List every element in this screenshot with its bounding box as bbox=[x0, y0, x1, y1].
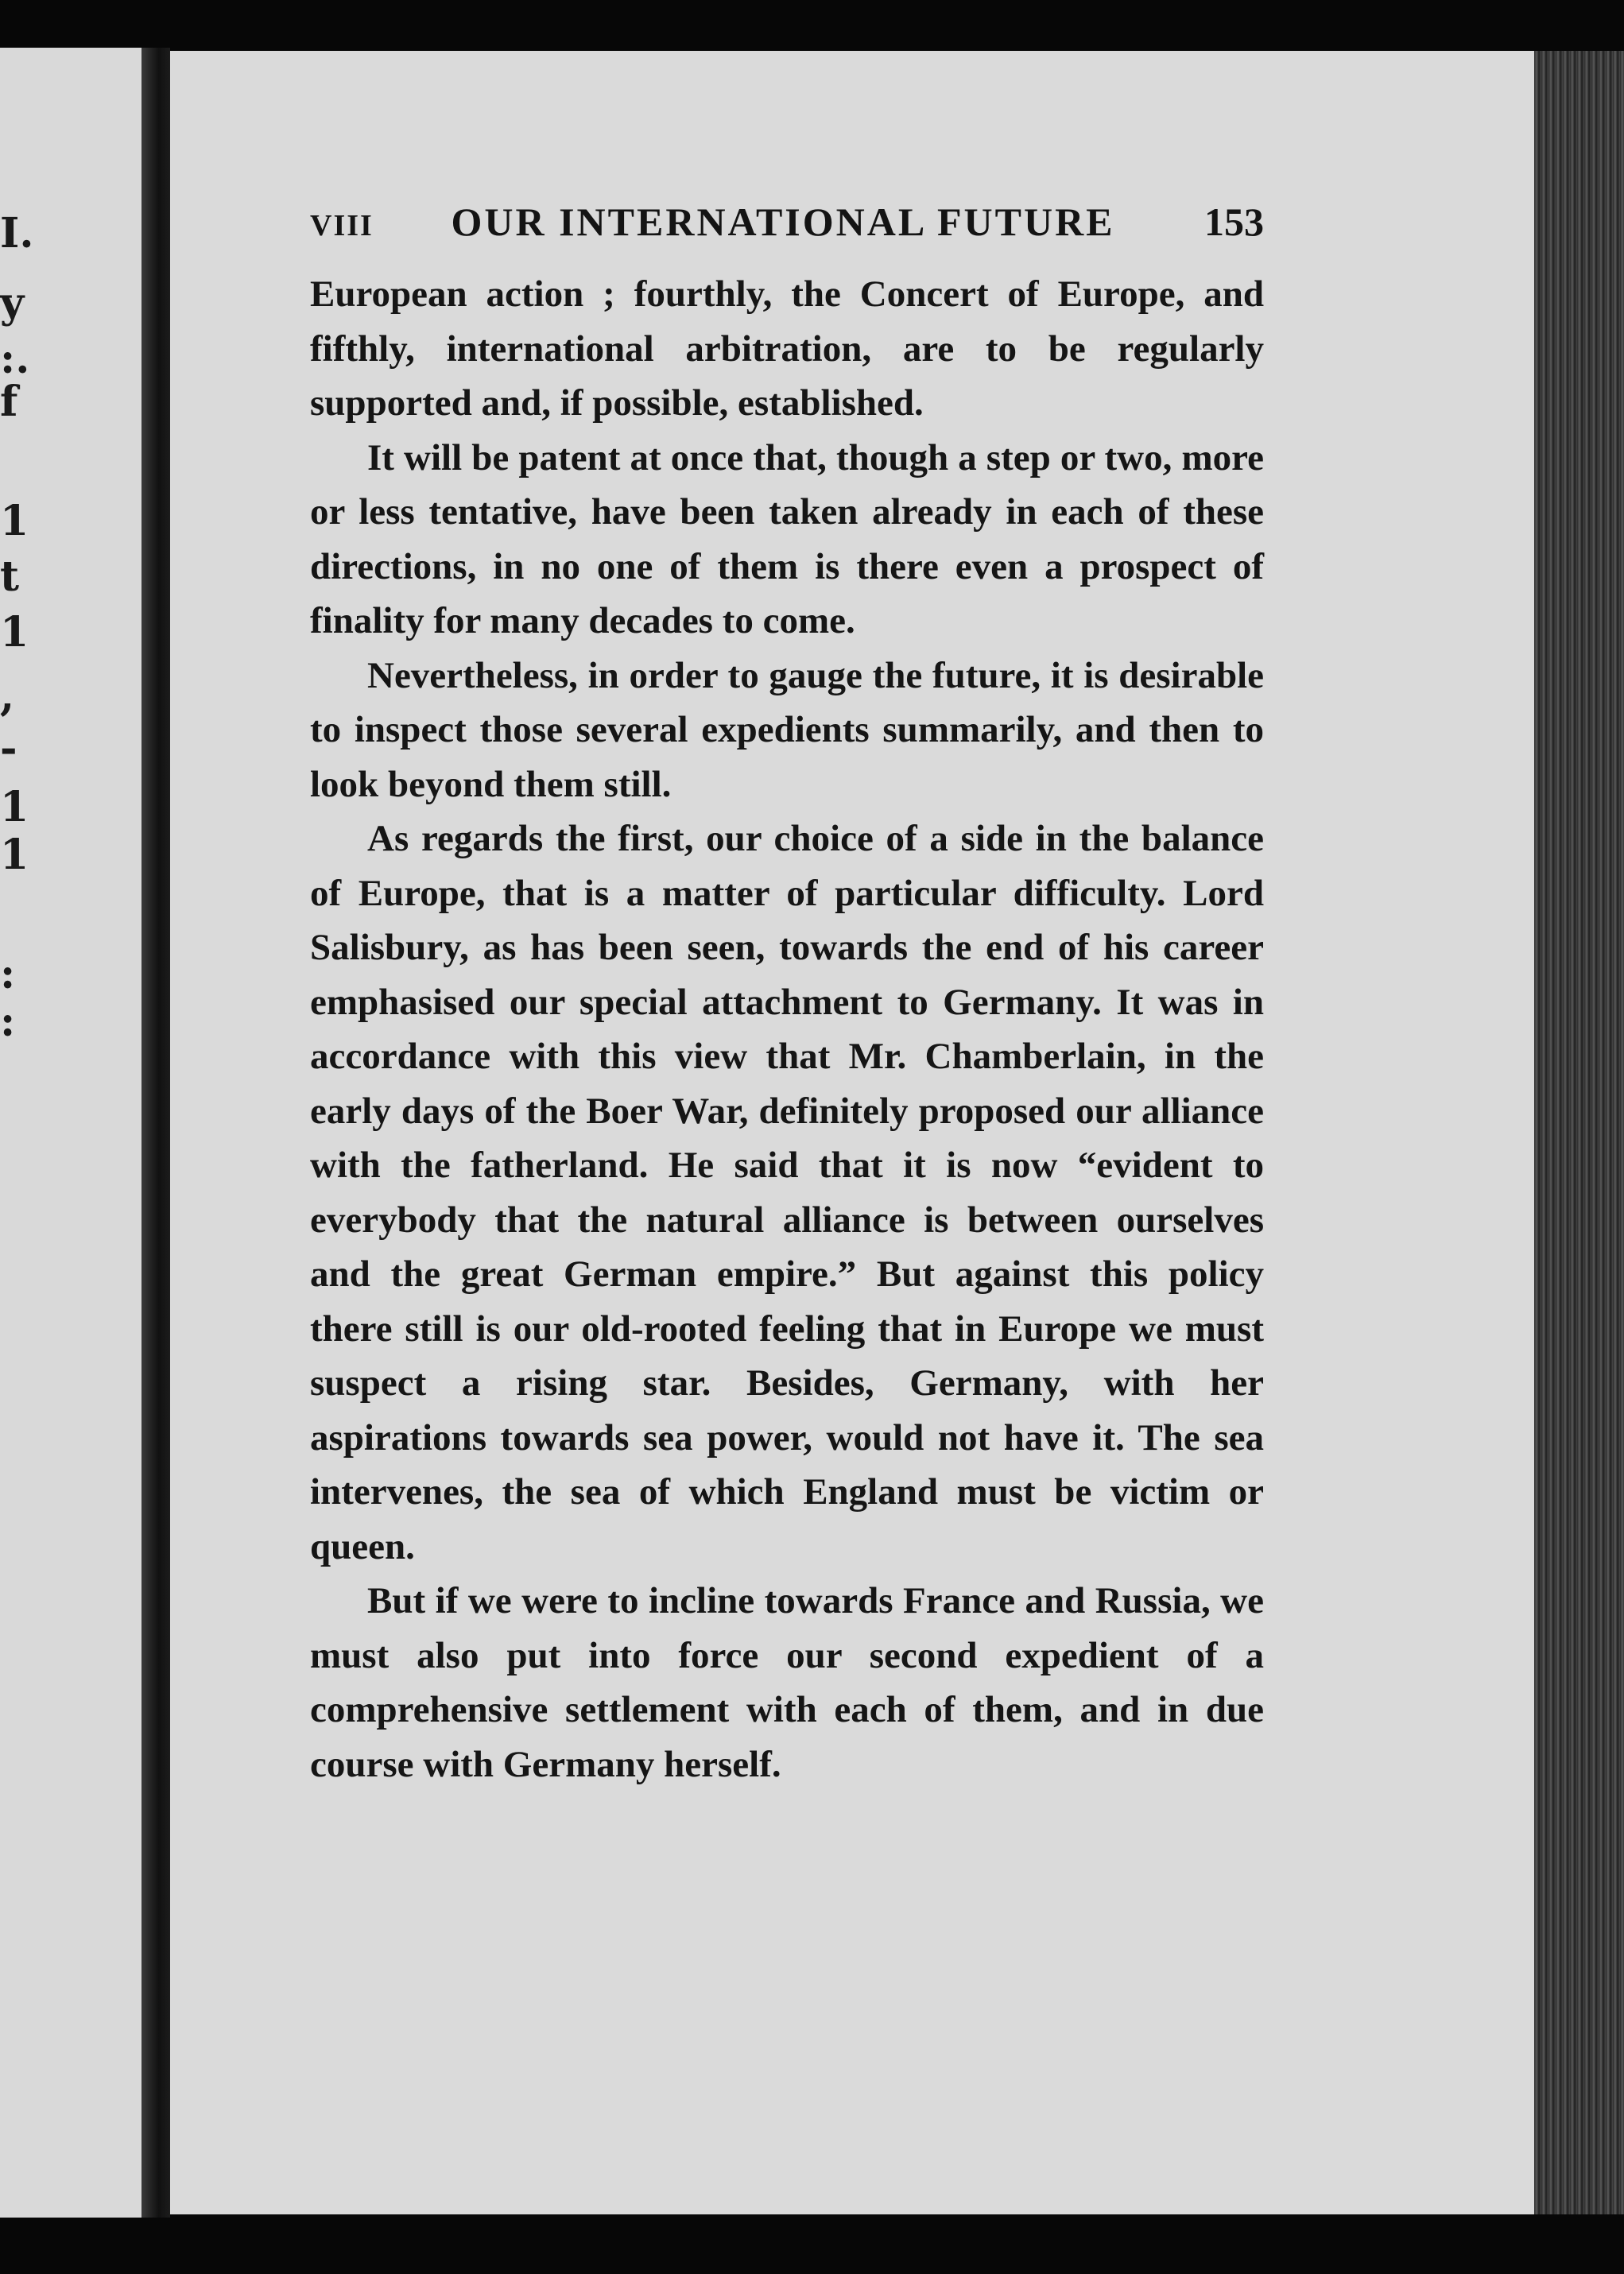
running-title: OUR INTERNATIONAL FUTURE bbox=[451, 200, 1115, 244]
left-page-fragment: 1 bbox=[0, 608, 29, 657]
left-page-fragment: 1 bbox=[0, 831, 29, 879]
left-page-fragment: , bbox=[0, 672, 15, 720]
page-content bbox=[310, 199, 1264, 1792]
paragraph: Nevertheless, in order to gauge the future, it is desirable to inspect those several expedients summarily, and then to look beyond them still. bbox=[310, 654, 1264, 805]
left-page-fragment: - bbox=[0, 724, 17, 773]
left-page-fragment: I. bbox=[0, 209, 34, 258]
left-page-fragment: 1 bbox=[0, 497, 29, 545]
paragraph: It will be patent at once that, though a step or two, more or less tentative, have been taken already in each of these directions, in no one of them is there even a prospect of finality for many decades to come. bbox=[310, 436, 1264, 641]
left-page-fragment: y bbox=[0, 279, 25, 327]
book-gutter bbox=[141, 48, 170, 2218]
book-page bbox=[170, 51, 1534, 2214]
paragraph: European action ; fourthly, the Concert of Europe, and fifthly, international arbitration, are to be regularly supported and, if possible, established. bbox=[310, 273, 1264, 424]
page-stack-edge bbox=[1534, 51, 1624, 2214]
left-page-fragment: : bbox=[0, 950, 16, 998]
running-header bbox=[310, 199, 1264, 262]
chapter-number: VIII bbox=[310, 209, 374, 242]
left-page-fragment: f bbox=[0, 378, 18, 426]
left-page-fragment: : bbox=[0, 998, 16, 1046]
page-number: 153 bbox=[1204, 200, 1264, 244]
left-page-fragment: 1 bbox=[0, 783, 29, 831]
paragraph: As regards the first, our choice of a side in the balance of Europe, that is a matter of particular difficulty. Lord Salisbury, as has been seen, towards the end of his career emphasised our special attachment to Germany. It was in accordance with this view that Mr. Chamberlain, in the early days of the Boer War, definitely proposed our alliance with the fatherland. He said that it is now “evident to everybody that the natural alliance is between ourselves and the great German empire.” But against this policy there still is our old-rooted feeling that in Europe we must suspect a rising star. Besides, Germany, with her aspirations towards sea power, would not have it. The sea intervenes, the sea of which England must be victim or queen. bbox=[310, 818, 1264, 1567]
facing-page-left bbox=[0, 48, 156, 2218]
left-page-fragment: :. bbox=[0, 335, 30, 383]
paragraph: But if we were to incline towards France and Russia, we must also put into force our second expedient of a comprehensive settlement with each of them, and in due course with Germany herself. bbox=[310, 1580, 1264, 1785]
body-text bbox=[310, 267, 1264, 1792]
left-page-fragment: t bbox=[0, 552, 20, 601]
